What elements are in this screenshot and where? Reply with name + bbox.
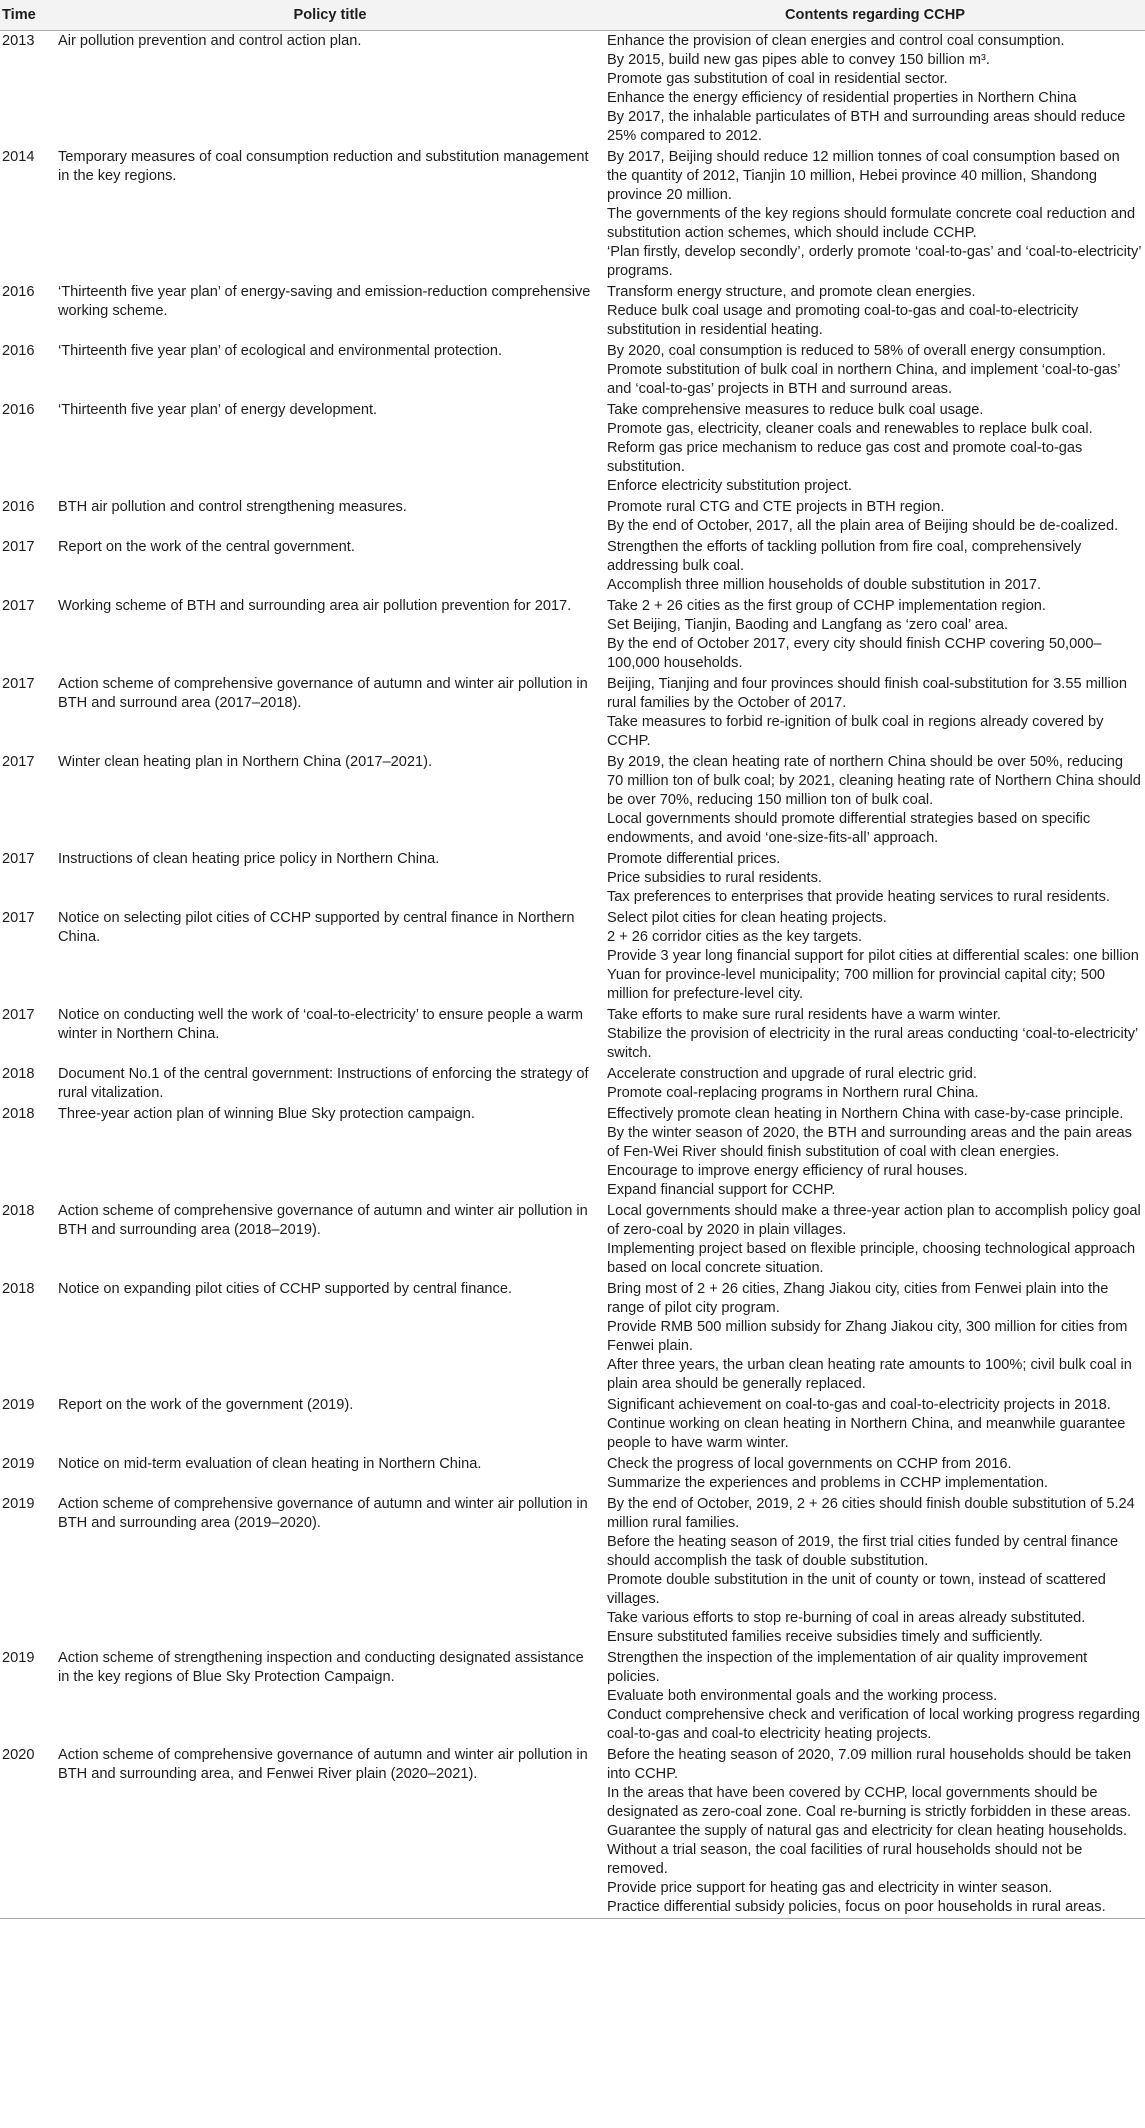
row-contents: [605, 1494, 1145, 1648]
content-item: Encourage to improve energy efficiency of rural houses.: [607, 1163, 968, 1179]
content-item: Promote double substitution in the unit of county or town, instead of scattered villages.: [607, 1572, 1106, 1607]
row-contents: [605, 282, 1145, 341]
table-row: [0, 752, 1145, 849]
table-header: [0, 0, 1145, 31]
row-policy-title: Report on the work of the central government.: [58, 539, 355, 555]
row-time: 2013: [2, 33, 35, 49]
row-contents: [605, 674, 1145, 752]
header-contents: Contents regarding CCHP: [605, 0, 1145, 31]
row-policy-title: Notice on selecting pilot cities of CCHP supported by central finance in Northern China.: [58, 910, 575, 945]
row-time: 2016: [2, 402, 35, 418]
content-item: Effectively promote clean heating in Northern China with case-by-case principle.: [607, 1106, 1124, 1122]
content-item: Set Beijing, Tianjin, Baoding and Langfang as ‘zero coal’ area.: [607, 617, 1009, 633]
content-item: Reform gas price mechanism to reduce gas cost and promote coal-to-gas substitution.: [607, 440, 1083, 475]
content-item: Promote gas substitution of coal in residential sector.: [607, 71, 948, 87]
row-contents: [605, 1104, 1145, 1201]
table-row: [0, 1745, 1145, 1919]
row-time: 2017: [2, 676, 35, 692]
content-item: 2 + 26 corridor cities as the key targets.: [607, 929, 863, 945]
content-item: Strengthen the inspection of the implementation of air quality improvement policies.: [607, 1650, 1088, 1685]
table-row: [0, 1494, 1145, 1648]
table-row: [0, 497, 1145, 537]
row-time: 2017: [2, 910, 35, 926]
content-item: By 2017, Beijing should reduce 12 million tonnes of coal consumption based on the quantity of 2012, Tianjin 10 million, Hebei province 40 million, Shandong province 20 million.: [607, 149, 1120, 203]
content-item: Bring most of 2 + 26 cities, Zhang Jiakou city, cities from Fenwei plain into the range of pilot city program.: [607, 1281, 1109, 1316]
table-row: [0, 400, 1145, 497]
row-contents: [605, 1201, 1145, 1279]
table-row: [0, 674, 1145, 752]
row-contents: [605, 752, 1145, 849]
content-item: Provide 3 year long financial support for pilot cities at differential scales: one billion Yuan for province-level municipality; 700 million for provincial capital city; 500 million for prefecture-level city.: [607, 948, 1139, 1002]
row-contents: [605, 1005, 1145, 1064]
content-item: Take comprehensive measures to reduce bulk coal usage.: [607, 402, 984, 418]
content-item: Take measures to forbid re-ignition of bulk coal in regions already covered by CCHP.: [607, 714, 1104, 749]
row-policy-title: Action scheme of comprehensive governance of autumn and winter air pollution in BTH and surrounding area, and Fenwei River plain (2020–2021).: [55, 1745, 605, 1919]
table-row: [0, 1454, 1145, 1494]
row-policy-title: Notice on conducting well the work of ‘coal-to-electricity’ to ensure people a warm winter in Northern China.: [58, 1007, 584, 1042]
content-item: Select pilot cities for clean heating projects.: [607, 910, 887, 926]
content-item: Significant achievement on coal-to-gas and coal-to-electricity projects in 2018.: [607, 1397, 1111, 1413]
content-item: By 2019, the clean heating rate of northern China should be over 50%, reducing 70 million ton of bulk coal; by 2021, cleaning heating rate of Northern China should be over 70%, reducing 150 million ton of bulk coal.: [607, 754, 1141, 808]
row-time: 2018: [2, 1066, 35, 1082]
row-policy-title: BTH air pollution and control strengthening measures.: [58, 499, 407, 515]
row-time: 2018: [2, 1203, 35, 1219]
content-item: Summarize the experiences and problems in CCHP implementation.: [607, 1475, 1048, 1491]
row-contents: [605, 1064, 1145, 1104]
content-item: Expand financial support for CCHP.: [607, 1182, 836, 1198]
row-contents: [605, 849, 1145, 908]
row-policy-title: Action scheme of comprehensive governance of autumn and winter air pollution in BTH and surrounding area (2019–2020).: [58, 1496, 588, 1531]
header-time: Time: [0, 0, 55, 31]
table-row: [0, 596, 1145, 674]
row-policy-title: Three-year action plan of winning Blue Sky protection campaign.: [58, 1106, 475, 1122]
row-contents: [605, 537, 1145, 596]
content-item: In the areas that have been covered by CCHP, local governments should be designated as zero-coal zone. Coal re-burning is strictly forbidden in these areas.: [607, 1785, 1132, 1820]
content-item: Local governments should make a three-year action plan to accomplish policy goal of zero-coal by 2020 in plain villages.: [607, 1203, 1141, 1238]
row-contents: [605, 31, 1145, 148]
table-row: [0, 1064, 1145, 1104]
row-contents: [605, 596, 1145, 674]
row-time: 2014: [2, 149, 35, 165]
table-row: [0, 537, 1145, 596]
row-policy-title: Instructions of clean heating price policy in Northern China.: [58, 851, 440, 867]
row-policy-title: Document No.1 of the central government: Instructions of enforcing the strategy of rural vitalization.: [58, 1066, 589, 1101]
row-policy-title: Air pollution prevention and control action plan.: [58, 33, 362, 49]
table-row: [0, 1005, 1145, 1064]
content-item: Promote differential prices.: [607, 851, 781, 867]
row-time: 2017: [2, 851, 35, 867]
content-item: Before the heating season of 2020, 7.09 million rural households should be taken into CCHP.: [607, 1747, 1132, 1782]
content-item: The governments of the key regions should formulate concrete coal reduction and substitution action schemes, which should include CCHP.: [607, 206, 1136, 241]
content-item: Evaluate both environmental goals and the working process.: [607, 1688, 998, 1704]
row-contents: [605, 1279, 1145, 1395]
table-row: [0, 1648, 1145, 1745]
content-item: Ensure substituted families receive subsidies timely and sufficiently.: [607, 1629, 1043, 1645]
header-row: [0, 0, 1145, 31]
table-row: [0, 1395, 1145, 1454]
row-contents: [605, 147, 1145, 282]
row-contents: [605, 1648, 1145, 1745]
content-item: After three years, the urban clean heating rate amounts to 100%; civil bulk coal in plain area should be generally replaced.: [607, 1357, 1132, 1392]
row-time: 2018: [2, 1106, 35, 1122]
content-item: Provide price support for heating gas and electricity in winter season.: [607, 1880, 1053, 1896]
row-policy-title: Notice on expanding pilot cities of CCHP supported by central finance.: [58, 1281, 513, 1297]
content-item: ‘Plan firstly, develop secondly’, orderly promote ‘coal-to-gas’ and ‘coal-to-electricity’ programs.: [607, 244, 1141, 279]
table-row: [0, 31, 1145, 148]
row-time: 2017: [2, 598, 35, 614]
header-policy-title: Policy title: [55, 0, 605, 31]
content-item: Without a trial season, the coal facilities of rural households should not be removed.: [607, 1842, 1083, 1877]
row-time: 2017: [2, 539, 35, 555]
row-contents: [605, 400, 1145, 497]
content-item: Take 2 + 26 cities as the first group of CCHP implementation region.: [607, 598, 1046, 614]
row-time: 2016: [2, 343, 35, 359]
row-policy-title: Working scheme of BTH and surrounding area air pollution prevention for 2017.: [58, 598, 572, 614]
table-row: [0, 147, 1145, 282]
row-policy-title: Report on the work of the government (2019).: [58, 1397, 354, 1413]
row-policy-title: Notice on mid-term evaluation of clean heating in Northern China.: [58, 1456, 482, 1472]
content-item: Stabilize the provision of electricity in the rural areas conducting ‘coal-to-electricity’ switch.: [607, 1026, 1138, 1061]
row-policy-title: ‘Thirteenth five year plan’ of energy-saving and emission-reduction comprehensive working scheme.: [58, 284, 591, 319]
content-item: By 2017, the inhalable particulates of BTH and surrounding areas should reduce 25% compared to 2012.: [607, 109, 1126, 144]
row-policy-title: Action scheme of comprehensive governance of autumn and winter air pollution in BTH and surround area (2017–2018).: [58, 676, 588, 711]
content-item: Reduce bulk coal usage and promoting coal-to-gas and coal-to-electricity substitution in residential heating.: [607, 303, 1079, 338]
row-time: 2020: [0, 1745, 55, 1919]
content-item: By the end of October, 2017, all the plain area of Beijing should be de-coalized.: [607, 518, 1119, 534]
table-row: [0, 1104, 1145, 1201]
content-item: Guarantee the supply of natural gas and electricity for clean heating households.: [607, 1823, 1128, 1839]
content-item: Promote rural CTG and CTE projects in BTH region.: [607, 499, 945, 515]
row-time: 2016: [2, 284, 35, 300]
content-item: By 2020, coal consumption is reduced to 58% of overall energy consumption.: [607, 343, 1106, 359]
row-contents: [605, 497, 1145, 537]
content-item: Continue working on clean heating in Northern China, and meanwhile guarantee people to have warm winter.: [607, 1416, 1126, 1451]
row-contents: [605, 341, 1145, 400]
row-policy-title: Winter clean heating plan in Northern China (2017–2021).: [58, 754, 432, 770]
content-item: Enhance the provision of clean energies and control coal consumption.: [607, 33, 1065, 49]
table-row: [0, 908, 1145, 1005]
content-item: Local governments should promote differential strategies based on specific endowments, and avoid ‘one-size-fits-all’ approach.: [607, 811, 1091, 846]
row-time: 2017: [2, 754, 35, 770]
content-item: Provide RMB 500 million subsidy for Zhang Jiakou city, 300 million for cities from Fenwei plain.: [607, 1319, 1128, 1354]
content-item: Accelerate construction and upgrade of rural electric grid.: [607, 1066, 977, 1082]
content-item: Enforce electricity substitution project.: [607, 478, 852, 494]
row-contents: [605, 908, 1145, 1005]
table-row: [0, 849, 1145, 908]
row-contents: [605, 1395, 1145, 1454]
content-item: Before the heating season of 2019, the first trial cities funded by central finance should accomplish the task of double substitution.: [607, 1534, 1119, 1569]
table-row: [0, 1201, 1145, 1279]
row-policy-title: ‘Thirteenth five year plan’ of energy development.: [58, 402, 378, 418]
content-item: By the end of October, 2019, 2 + 26 cities should finish double substitution of 5.24 million rural families.: [607, 1496, 1135, 1531]
content-item: Transform energy structure, and promote clean energies.: [607, 284, 976, 300]
content-item: Strengthen the efforts of tackling pollution from fire coal, comprehensively addressing bulk coal.: [607, 539, 1082, 574]
row-time: 2019: [2, 1397, 35, 1413]
table-body: [0, 31, 1145, 1919]
row-time: 2019: [2, 1650, 35, 1666]
row-policy-title: Temporary measures of coal consumption reduction and substitution management in the key regions.: [58, 149, 589, 184]
content-item: Promote gas, electricity, cleaner coals and renewables to replace bulk coal.: [607, 421, 1093, 437]
row-time: 2018: [2, 1281, 35, 1297]
content-item: Accomplish three million households of double substitution in 2017.: [607, 577, 1042, 593]
content-item: Price subsidies to rural residents.: [607, 870, 822, 886]
row-policy-title: Action scheme of comprehensive governance of autumn and winter air pollution in BTH and surrounding area (2018–2019).: [58, 1203, 588, 1238]
row-time: 2019: [2, 1496, 35, 1512]
row-contents: [605, 1745, 1145, 1919]
content-item: Check the progress of local governments on CCHP from 2016.: [607, 1456, 1012, 1472]
content-item: Conduct comprehensive check and verification of local working progress regarding coal-to-gas and coal-to electricity heating projects.: [607, 1707, 1140, 1742]
content-item: Tax preferences to enterprises that provide heating services to rural residents.: [607, 889, 1110, 905]
content-item: Enhance the energy efficiency of residential properties in Northern China: [607, 90, 1077, 106]
row-time: 2019: [2, 1456, 35, 1472]
content-item: Implementing project based on flexible principle, choosing technological approach based on local concrete situation.: [607, 1241, 1136, 1276]
row-policy-title: ‘Thirteenth five year plan’ of ecological and environmental protection.: [58, 343, 503, 359]
content-item: By the winter season of 2020, the BTH and surrounding areas and the pain areas of Fen-Wei River should finish substitution of coal with clean energies.: [607, 1125, 1132, 1160]
content-item: Take efforts to make sure rural residents have a warm winter.: [607, 1007, 1001, 1023]
table-row: [0, 341, 1145, 400]
content-item: By the end of October 2017, every city should finish CCHP covering 50,000–100,000 households.: [607, 636, 1102, 671]
row-contents: [605, 1454, 1145, 1494]
content-item: Beijing, Tianjing and four provinces should finish coal-substitution for 3.55 million rural families by the October of 2017.: [607, 676, 1127, 711]
content-item: Take various efforts to stop re-burning of coal in areas already substituted.: [607, 1610, 1086, 1626]
table-row: [0, 1279, 1145, 1395]
row-time: 2017: [2, 1007, 35, 1023]
content-item: Promote coal-replacing programs in Northern rural China.: [607, 1085, 979, 1101]
row-time: 2016: [2, 499, 35, 515]
content-item: By 2015, build new gas pipes able to convey 150 billion m³.: [607, 52, 990, 68]
content-item: Practice differential subsidy policies, focus on poor households in rural areas.: [607, 1899, 1106, 1915]
content-item: Promote substitution of bulk coal in northern China, and implement ‘coal-to-gas’ and ‘coal-to-gas’ projects in BTH and surround areas.: [607, 362, 1120, 397]
table-row: [0, 282, 1145, 341]
row-policy-title: Action scheme of strengthening inspection and conducting designated assistance in the key regions of Blue Sky Protection Campaign.: [58, 1650, 584, 1685]
